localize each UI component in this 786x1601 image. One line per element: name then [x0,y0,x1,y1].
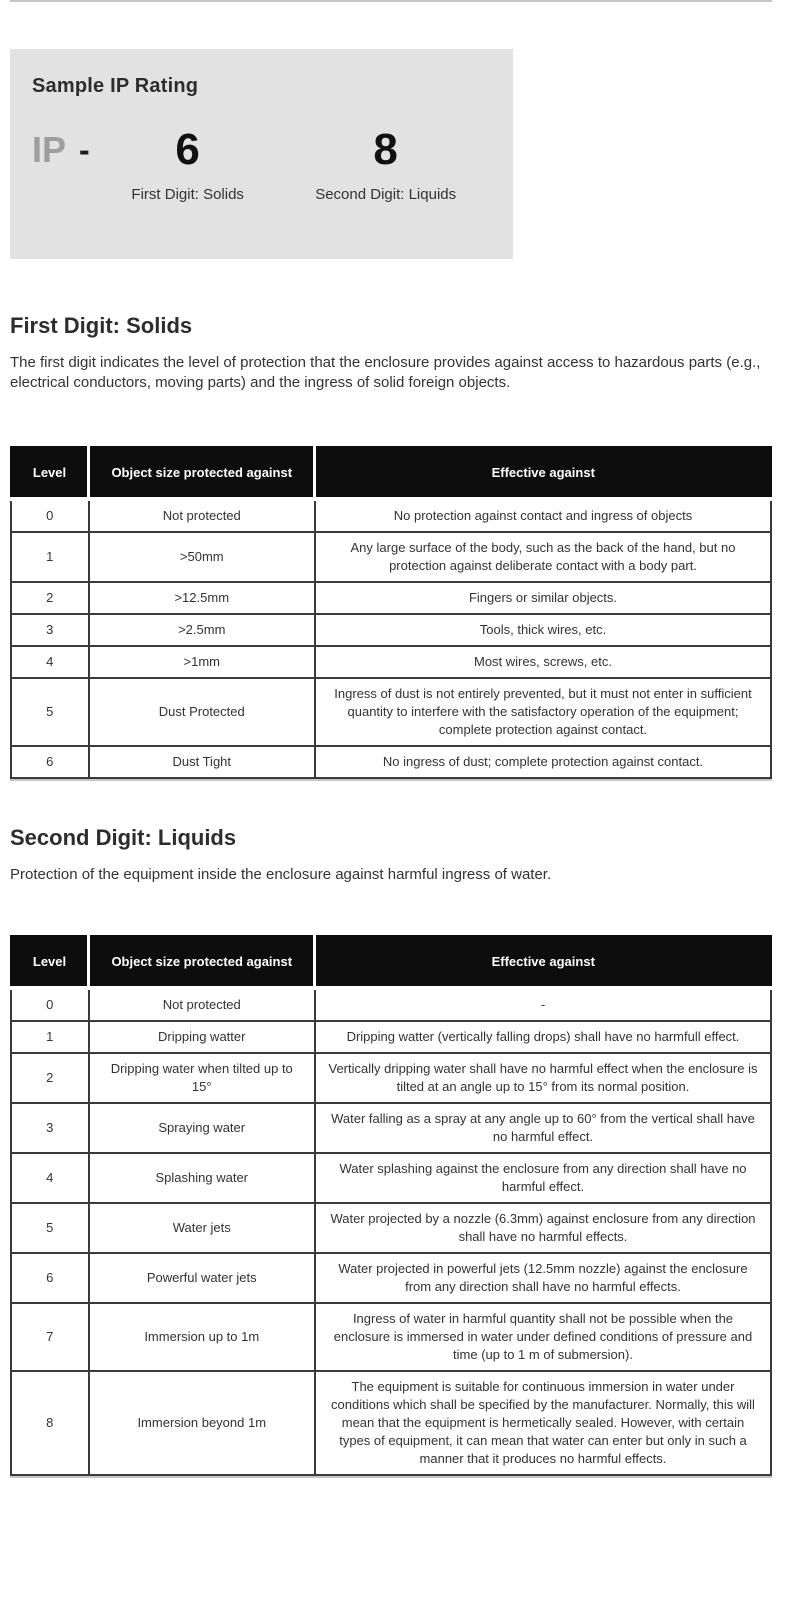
object-size-cell: Dripping water when tilted up to 15° [89,1053,315,1103]
table-row [11,1303,771,1371]
solids-section-description: The first digit indicates the level of protection that the enclosure provides against access to hazardous parts (e.g., electrical conductors, moving parts) and the ingress of solid foreign objects. [10,354,761,391]
object-size-cell: Powerful water jets [89,1253,315,1303]
effective-against-cell: Water falling as a spray at any angle up to 60° from the vertical shall have no harmful effect. [315,1103,771,1153]
table-row [11,1053,771,1103]
object-size-cell: >12.5mm [89,582,315,614]
sample-ip-rating-box [10,49,513,259]
solids-section-heading: First Digit: Solids [10,313,193,338]
table-row [11,678,771,746]
object-size-cell: >1mm [89,646,315,678]
solids-table-header [11,447,771,499]
table-row [11,582,771,614]
table-row [11,646,771,678]
object-size-cell: Immersion beyond 1m [89,1371,315,1475]
effective-against-cell: Any large surface of the body, such as the back of the hand, but no protection against deliberate contact with a body part. [315,532,771,582]
divider [10,779,772,781]
second-digit-value: 8 [373,125,398,174]
level-cell: 5 [11,678,89,746]
object-size-cell: Water jets [89,1203,315,1253]
object-size-cell: Not protected [89,988,315,1021]
effective-against-cell: Water projected in powerful jets (12.5mm nozzle) against the enclosure from any direction shall have no harmful effects. [315,1253,771,1303]
table-row [11,746,771,778]
effective-against-cell: - [315,988,771,1021]
level-cell: 1 [11,532,89,582]
level-cell: 6 [11,746,89,778]
level-cell: 3 [11,614,89,646]
liquids-table [10,935,772,1476]
table-row [11,988,771,1021]
object-size-cell: Not protected [89,499,315,532]
header-row [11,936,771,988]
header-row [11,447,771,499]
effective-against-cell: Dripping watter (vertically falling drops) shall have no harmfull effect. [315,1021,771,1053]
table-row [11,1203,771,1253]
effective-against-cell: Water projected by a nozzle (6.3mm) against enclosure from any direction shall have no harmful effects. [315,1203,771,1253]
ip-rating-row [32,125,491,203]
column-header: Level [11,936,89,988]
ip-prefix: IP [32,129,67,170]
level-cell: 8 [11,1371,89,1475]
table-row [11,532,771,582]
effective-against-cell: Water splashing against the enclosure from any direction shall have no harmful effect. [315,1153,771,1203]
object-size-cell: >2.5mm [89,614,315,646]
column-header: Object size protected against [89,447,315,499]
first-digit-column [108,125,268,203]
table-row [11,1153,771,1203]
liquids-table-body [11,988,771,1475]
effective-against-cell: No protection against contact and ingress of objects [315,499,771,532]
object-size-cell: Immersion up to 1m [89,1303,315,1371]
level-cell: 0 [11,988,89,1021]
object-size-cell: Dripping watter [89,1021,315,1053]
level-cell: 2 [11,582,89,614]
divider [10,1476,772,1478]
object-size-cell: Dust Tight [89,746,315,778]
table-row [11,499,771,532]
first-digit-value: 6 [175,125,200,174]
level-cell: 4 [11,646,89,678]
column-header: Object size protected against [89,936,315,988]
solids-table [10,446,772,779]
column-header: Level [11,447,89,499]
first-digit-caption: First Digit: Solids [131,186,244,203]
effective-against-cell: Fingers or similar objects. [315,582,771,614]
sample-box-title: Sample IP Rating [32,75,199,97]
level-cell: 2 [11,1053,89,1103]
table-row [11,1021,771,1053]
column-header: Effective against [315,447,771,499]
effective-against-cell: Tools, thick wires, etc. [315,614,771,646]
level-cell: 6 [11,1253,89,1303]
column-header: Effective against [315,936,771,988]
second-digit-caption: Second Digit: Liquids [315,186,457,203]
liquids-section-heading: Second Digit: Liquids [10,825,237,850]
liquids-table-header [11,936,771,988]
effective-against-cell: Vertically dripping water shall have no harmful effect when the enclosure is tilted at an angle up to 15° from its normal position. [315,1053,771,1103]
level-cell: 0 [11,499,89,532]
object-size-cell: Dust Protected [89,678,315,746]
table-row [11,1371,771,1475]
effective-against-cell: The equipment is suitable for continuous immersion in water under conditions which shall be specified by the manufacturer. Normally, this will mean that the equipment is hermetically sealed. However, with certain types of equipment, it can mean that water can enter but only in such a manner that it produces no harmful effects. [315,1371,771,1475]
object-size-cell: Spraying water [89,1103,315,1153]
effective-against-cell: Most wires, screws, etc. [315,646,771,678]
effective-against-cell: Ingress of water in harmful quantity shall not be possible when the enclosure is immersed in water under defined conditions of pressure and time (up to 1 m of submersion). [315,1303,771,1371]
effective-against-cell: No ingress of dust; complete protection against contact. [315,746,771,778]
object-size-cell: >50mm [89,532,315,582]
effective-against-cell: Ingress of dust is not entirely prevented, but it must not enter in sufficient quantity to interfere with the satisfactory operation of the equipment; complete protection against contact. [315,678,771,746]
second-digit-column [296,125,476,203]
object-size-cell: Splashing water [89,1153,315,1203]
solids-table-body [11,499,771,778]
level-cell: 4 [11,1153,89,1203]
level-cell: 3 [11,1103,89,1153]
liquids-section-description: Protection of the equipment inside the enclosure against harmful ingress of water. [10,866,552,883]
table-row [11,1253,771,1303]
table-row [11,1103,771,1153]
level-cell: 5 [11,1203,89,1253]
level-cell: 1 [11,1021,89,1053]
level-cell: 7 [11,1303,89,1371]
divider [10,0,772,2]
ip-dash: - [79,132,90,168]
table-row [11,614,771,646]
